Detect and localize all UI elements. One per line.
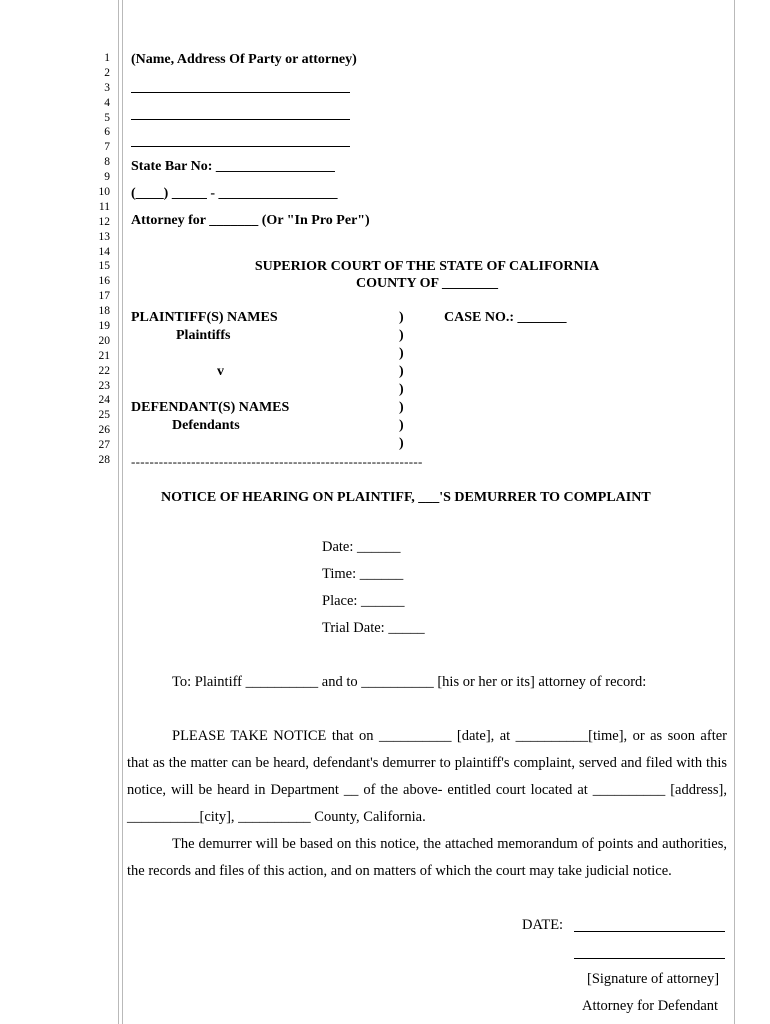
line-number: 26 — [98, 424, 110, 437]
line-number: 24 — [98, 394, 110, 407]
notice-body — [127, 723, 727, 885]
line-number: 19 — [98, 320, 110, 333]
line-numbers — [88, 51, 110, 468]
line-number: 20 — [98, 334, 110, 347]
line-number: 12 — [98, 215, 110, 228]
line-number: 14 — [98, 245, 110, 258]
caption-paren: ) — [399, 382, 404, 397]
versus-label: v — [217, 364, 224, 379]
line-number: 17 — [98, 290, 110, 303]
caption-paren: ) — [399, 436, 404, 451]
left-margin-rule-inner — [122, 0, 123, 1024]
address-blank-line-2 — [131, 119, 350, 120]
line-number: 27 — [98, 439, 110, 452]
line-number: 16 — [98, 275, 110, 288]
signature-date-line — [574, 931, 725, 932]
line-number: 22 — [98, 364, 110, 377]
line-number: 21 — [98, 349, 110, 362]
caption-divider: --------------------------------------------------------------- — [131, 454, 423, 469]
line-number: 6 — [104, 126, 110, 139]
addressee-line: To: Plaintiff __________ and to __________ [his or her or its] attorney of record: — [172, 674, 647, 690]
caption-paren: ) — [399, 346, 404, 361]
court-name: SUPERIOR COURT OF THE STATE OF CALIFORNIA — [254, 259, 600, 274]
line-number: 3 — [104, 81, 110, 94]
attorney-for: Attorney for _______ (Or "In Pro Per") — [131, 213, 370, 228]
signature-line — [574, 958, 725, 959]
line-number: 2 — [104, 66, 110, 79]
case-number: CASE NO.: _______ — [444, 310, 567, 325]
caption-paren: ) — [399, 310, 404, 325]
attorney-for-defendant: Attorney for Defendant — [582, 998, 719, 1014]
right-margin-rule — [734, 0, 735, 1024]
line-number: 13 — [98, 230, 110, 243]
notice-paragraph-2: The demurrer will be based on this notice, the attached memorandum of points and authorities, the records and files of this action, and on matters of which the court may take judicial notice. — [127, 836, 727, 879]
plaintiffs-names: PLAINTIFF(S) NAMES — [131, 310, 278, 325]
defendants-names: DEFENDANT(S) NAMES — [131, 400, 290, 415]
hearing-trial-date: Trial Date: _____ — [322, 620, 425, 636]
signature-date-label: DATE: — [522, 917, 564, 933]
hearing-time: Time: ______ — [322, 566, 404, 582]
caption-paren: ) — [399, 400, 404, 415]
notice-paragraph-1: PLEASE TAKE NOTICE that on __________ [date], at __________[time], or as soon after that as the matter can be heard, defendant's demurrer to plaintiff's complaint, served and filed with this notice, will be heard in Department __ of the above- entitled court located at __________ [address], __________[city], __________ County, California. — [127, 728, 727, 825]
caption-paren: ) — [399, 418, 404, 433]
line-number: 11 — [98, 200, 110, 213]
line-number: 28 — [98, 454, 110, 467]
line-number: 23 — [98, 379, 110, 392]
caption-paren: ) — [399, 328, 404, 343]
hearing-place: Place: ______ — [322, 593, 405, 609]
caption-paren: ) — [399, 364, 404, 379]
line-number: 9 — [104, 171, 110, 184]
line-number: 5 — [104, 111, 110, 124]
line-number: 25 — [98, 409, 110, 422]
left-margin-rule — [118, 0, 119, 1024]
party-address-label: (Name, Address Of Party or attorney) — [131, 52, 357, 67]
line-number: 7 — [104, 141, 110, 154]
line-number: 15 — [98, 260, 110, 273]
plaintiffs-label: Plaintiffs — [176, 328, 231, 343]
phone-number: (____) _____ - _________________ — [131, 186, 338, 201]
address-blank-line-1 — [131, 92, 350, 93]
state-bar-number: State Bar No: _________________ — [131, 159, 335, 174]
line-number: 8 — [104, 156, 110, 169]
line-number: 4 — [104, 96, 110, 109]
line-number: 1 — [104, 52, 110, 64]
signature-label: [Signature of attorney] — [587, 971, 720, 987]
line-number: 18 — [98, 305, 110, 318]
court-county: COUNTY OF ________ — [355, 276, 499, 291]
address-blank-line-3 — [131, 146, 350, 147]
defendants-label: Defendants — [172, 418, 240, 433]
document-title: NOTICE OF HEARING ON PLAINTIFF, ___'S DEMURRER TO COMPLAINT — [161, 490, 651, 505]
line-number: 10 — [98, 186, 110, 199]
hearing-date: Date: ______ — [322, 539, 401, 555]
